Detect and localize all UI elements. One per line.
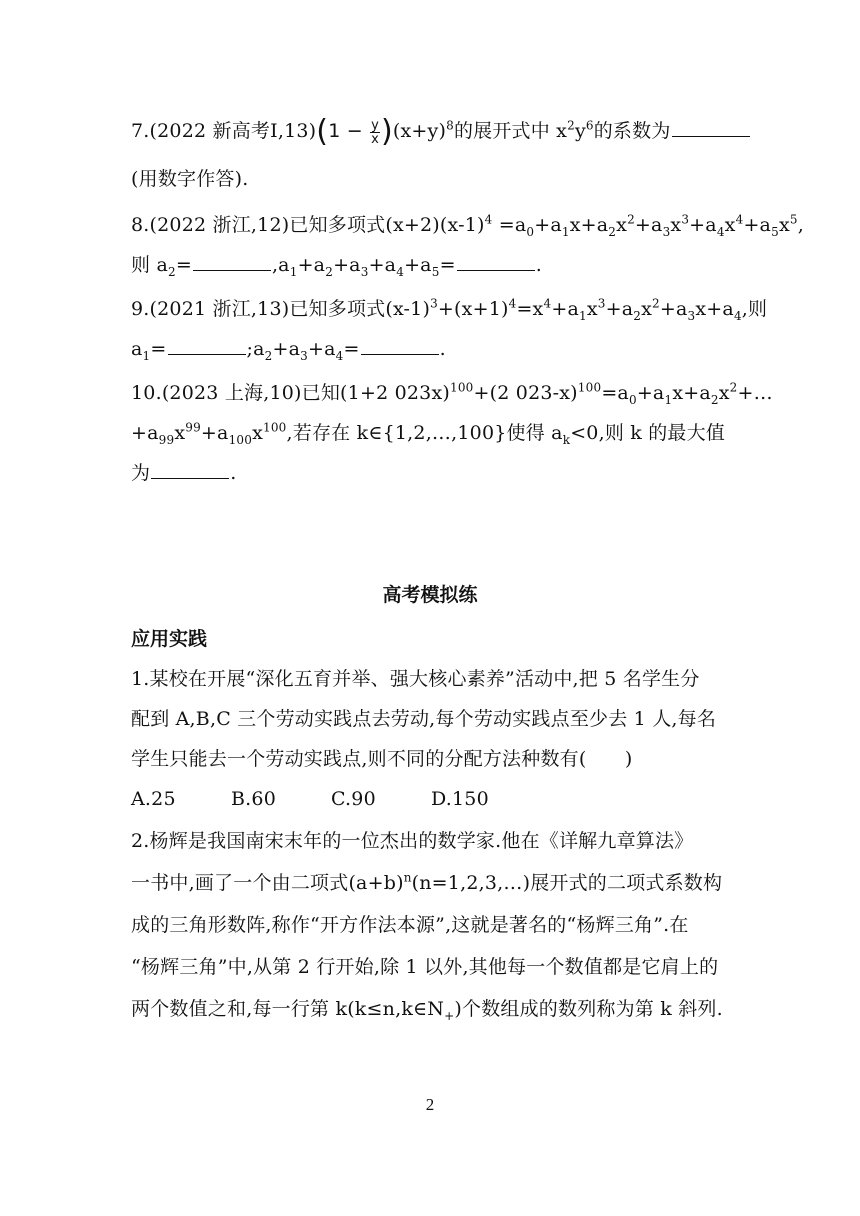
p2-line5: 两个数值之和,每一行第 $k(k\le n,k\in N_+)$个数组成的数列称为第 k 斜列. (131, 998, 723, 1023)
answer-blank[interactable] (672, 118, 750, 137)
section-title: 高考模拟练 (382, 584, 478, 606)
p2-line1: 2.杨辉是我国南宋末年的一位杰出的数学家.他在《详解九章算法》 (131, 830, 694, 852)
option-a[interactable]: A.25 (131, 788, 176, 810)
p1-line1: 1.某校在开展“深化五育并举、强大核心素养”活动中,把 5 名学生分 (131, 668, 700, 690)
subsection-title: 应用实践 (131, 628, 208, 650)
option-b[interactable]: B.60 (231, 788, 276, 810)
answer-blank[interactable] (193, 252, 271, 271)
p2-line2: 一书中,画了一个由二项式$(a+b)^n(n=1,2,3,\dots)$展开式的二项式系数构 (131, 870, 723, 894)
answer-blank[interactable] (457, 252, 535, 271)
q9-line2: $a_1=$ $;a_2+a_3+a_4=$ . (131, 338, 446, 363)
option-c[interactable]: C.90 (331, 788, 376, 810)
p1-line2: 配到 A,B,C 三个劳动实践点去劳动,每个劳动实践点至少去 1 人,每名 (131, 708, 717, 730)
q7-line2: (用数字作答). (131, 168, 249, 190)
p1-line3: 学生只能去一个劳动实践点,则不同的分配方法种数有( ) (131, 748, 633, 770)
p2-line3: 成的三角形数阵,称作“开方作法本源”,这就是著名的“杨辉三角”.在 (131, 914, 689, 936)
q8-line1: 8.(2022 浙江,12)已知多项式$(x+2)(x-1)^4 =a_0+a_1x+a_2x^2+a_3x^3+a_4x^4+a_5x^5$, (131, 212, 804, 239)
q9-line1: 9.(2021 浙江,13)已知多项式$(x-1)^3+(x+1)^4=x^4+a_1x^3+a_2x^2+a_3x+a_4$,则 (131, 296, 768, 323)
q8-line2: 则 $a_2= ,a_1+a_2+a_3+a_4+a_5=$ . (131, 254, 542, 279)
answer-blank[interactable] (151, 460, 229, 479)
q10-line3: 为 . (131, 462, 237, 484)
fraction-y-over-x: $\frac{y}{x}$ (371, 117, 379, 147)
option-d[interactable]: D.150 (431, 788, 489, 810)
page-number: 2 (425, 1095, 435, 1114)
p2-line4: “杨辉三角”中,从第 2 行开始,除 1 以外,其他每一个数值都是它肩上的 (131, 956, 719, 978)
answer-blank[interactable] (168, 336, 246, 355)
answer-blank[interactable] (361, 336, 439, 355)
q10-line1: 10.(2023 上海,10)已知(1+2 023x)$^{100}$+(2 $023-x)^{100}=a_0+a_1x+a_2x^2+\dots$ (131, 380, 773, 407)
q10-line2: $+a_{99}x^{99}+a_{100}x^{100}$,若存在 k∈{1,2,…,100}使得 $a_k<0$,则 k 的最大值 (131, 420, 726, 447)
p1-options (131, 786, 531, 812)
q7-line1: 7.(2022 新高考Ⅰ,13)(1 − $\frac{y}{x}$ )$(x+y)^8$的展开式中 $x^2y^6$的系数为 (131, 118, 751, 146)
